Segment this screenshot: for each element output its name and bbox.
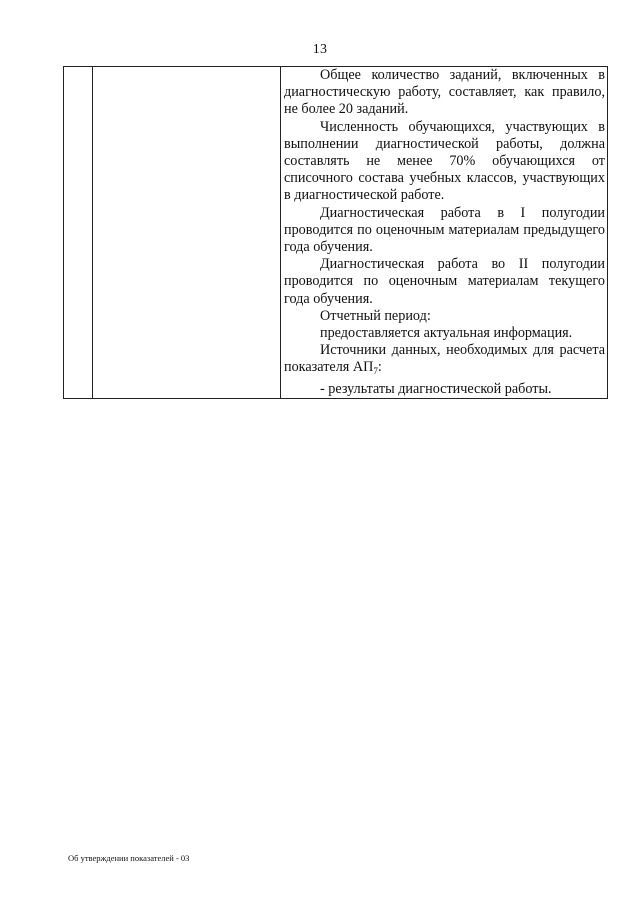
data-sources-text: Источники данных, необходимых для расчета показателя АП bbox=[284, 342, 605, 376]
paragraph-first-half: Диагностическая работа в I полугодии проводится по оценочным материалам предыдущего года обучения. bbox=[284, 204, 605, 256]
table-row bbox=[64, 67, 608, 399]
table-cell-description bbox=[281, 67, 608, 399]
paragraph-data-sources bbox=[284, 342, 605, 380]
page-number: 13 bbox=[312, 42, 328, 57]
table-cell-number bbox=[64, 67, 93, 399]
data-sources-colon: : bbox=[377, 359, 382, 376]
paragraph-actual-info: предоставляется актуальная информация. bbox=[320, 325, 573, 342]
paragraph-participants: Численность обучающихся, участвующих в выполнении диагностической работы, должна составлять не менее 70% обучающихся от списочного состава учебных классов, участвующих в диагностической работе. bbox=[284, 118, 605, 204]
paragraph-task-count: Общее количество заданий, включенных в диагностическую работу, составляет, как правило, не более 20 заданий. bbox=[284, 67, 605, 118]
description-text bbox=[281, 67, 607, 398]
footer-note: Об утверждении показателей - 03 bbox=[68, 853, 190, 863]
table-cell-indicator bbox=[93, 67, 281, 399]
indicator-subscript: 7 bbox=[373, 366, 378, 377]
indicator-table bbox=[63, 66, 608, 399]
paragraph-reporting-period: Отчетный период: bbox=[320, 307, 431, 324]
paragraph-second-half: Диагностическая работа во II полугодии проводится по оценочным материалам текущего года обучения. bbox=[284, 256, 605, 307]
paragraph-results: - результаты диагностической работы. bbox=[320, 380, 552, 397]
